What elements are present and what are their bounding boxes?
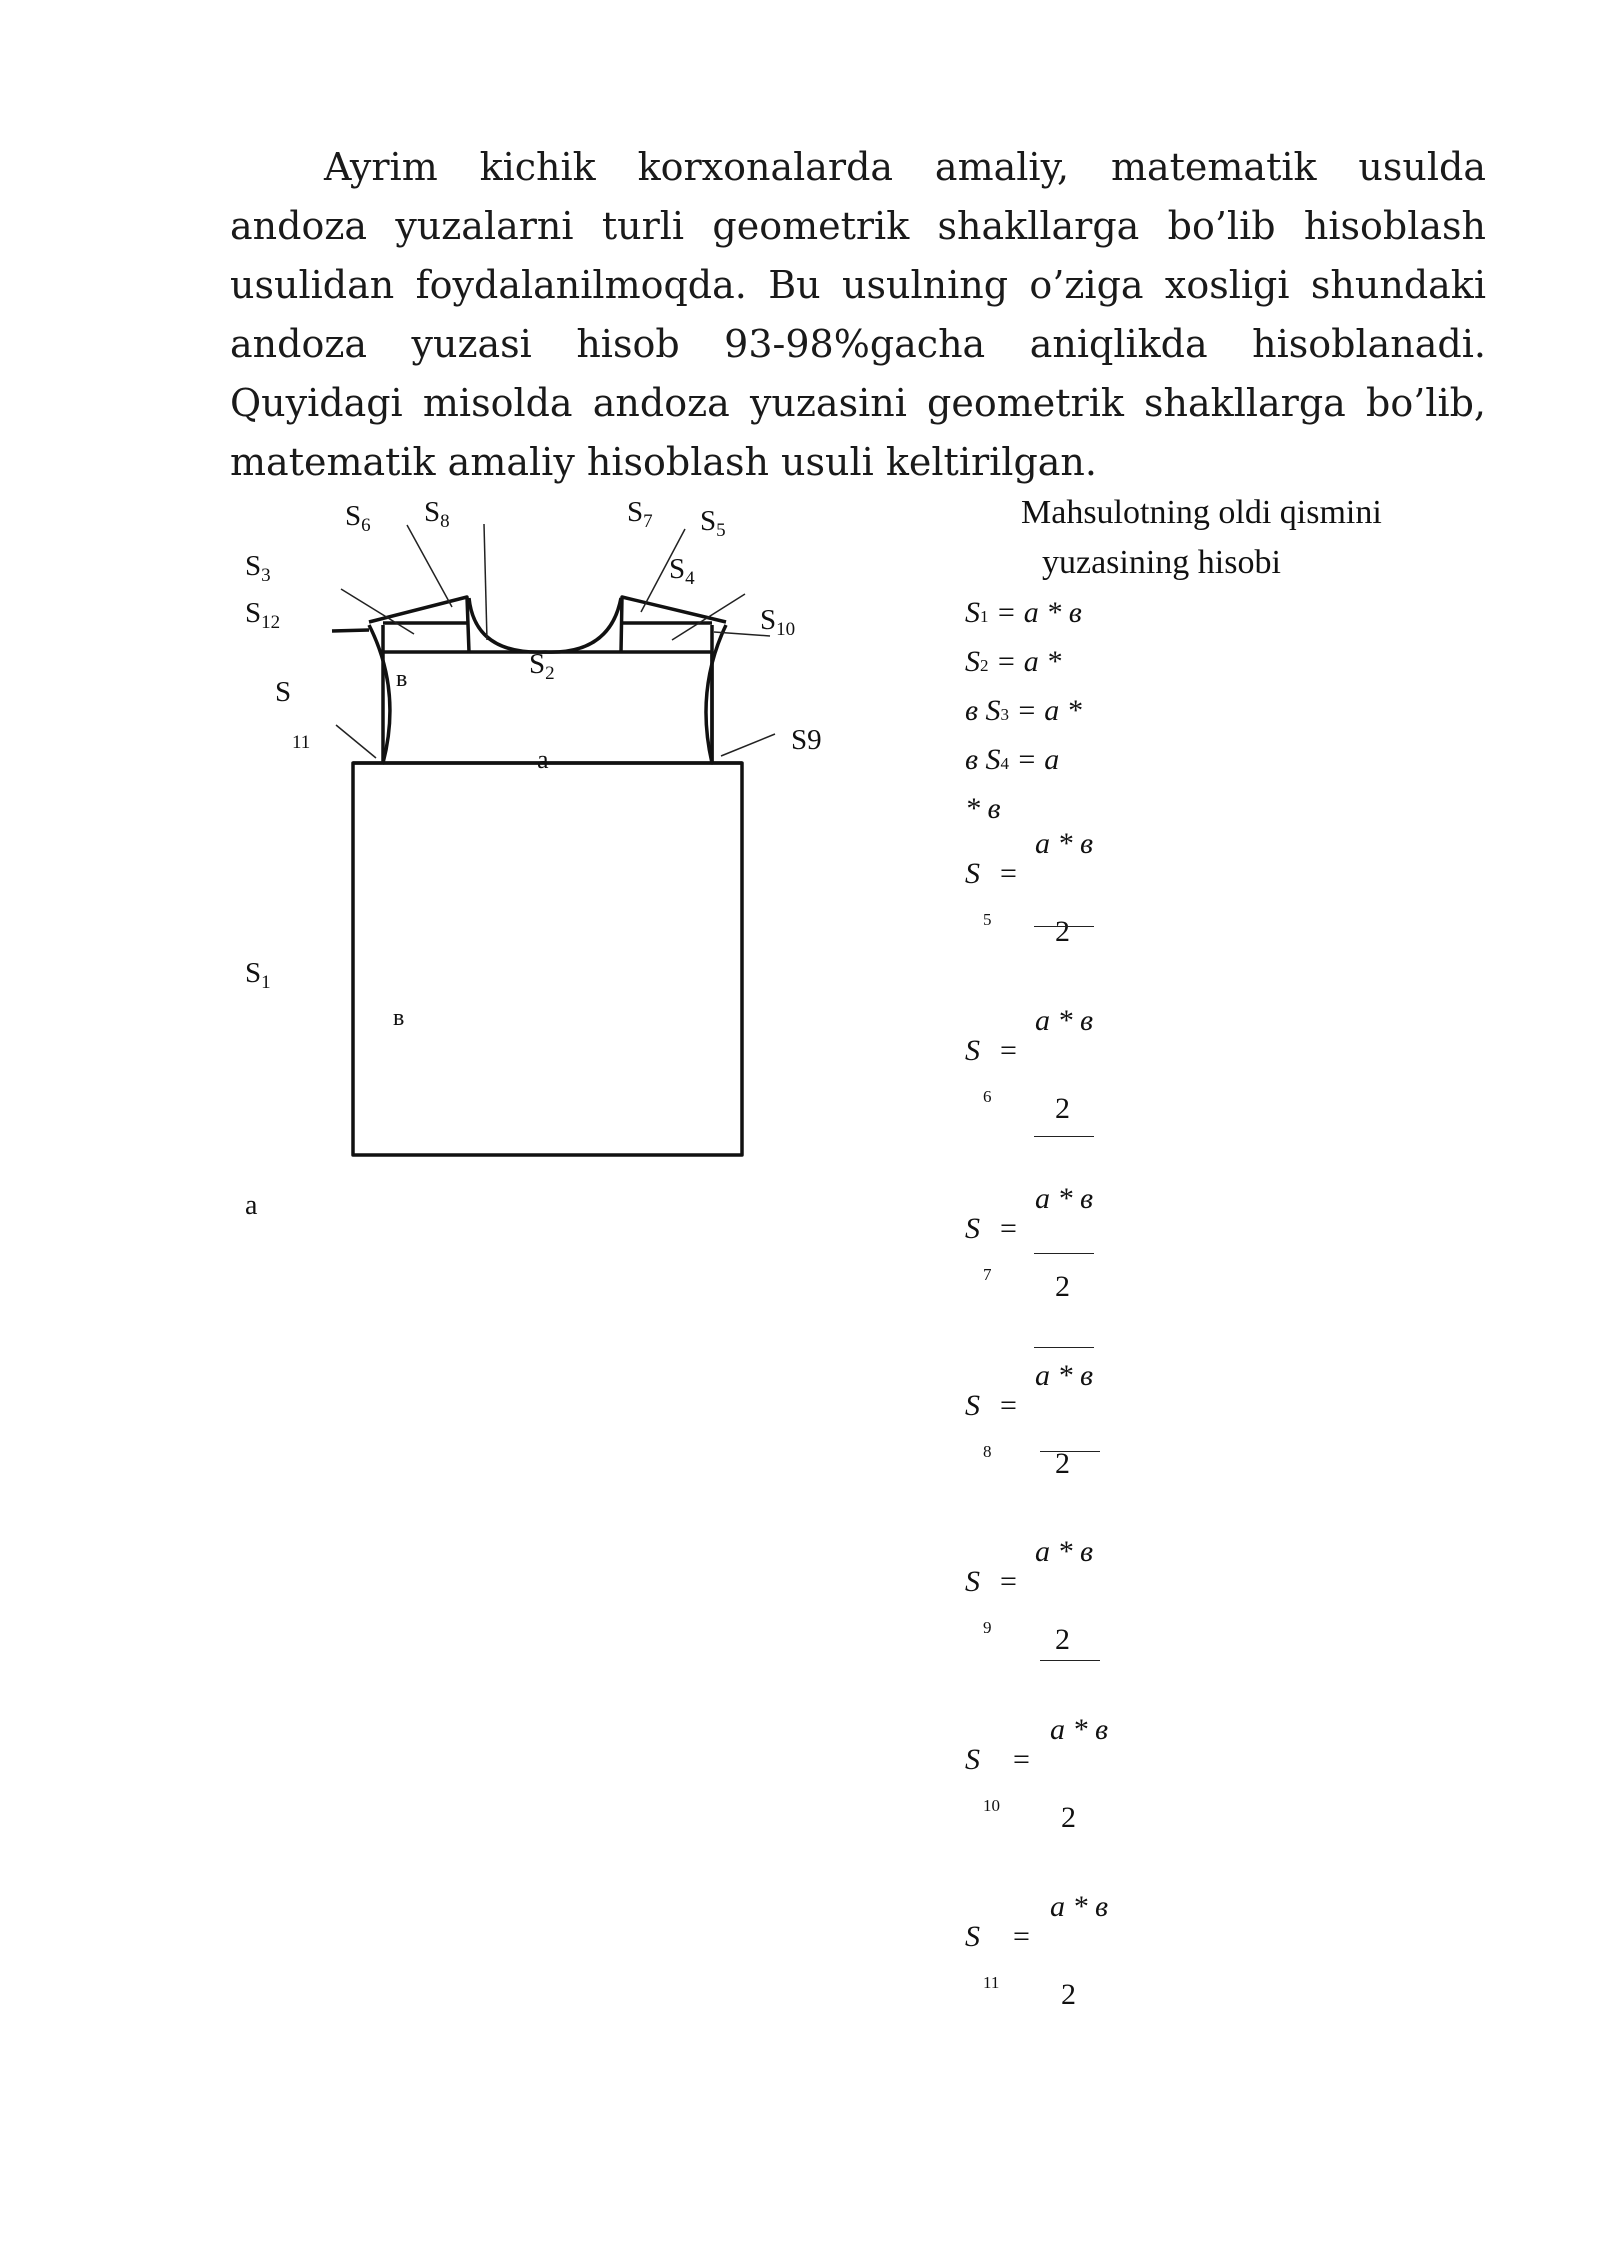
fraction-subscript: 6 xyxy=(983,1087,992,1106)
formula-line-s4: в S4 = a xyxy=(965,743,1060,776)
fraction-s-symbol: S xyxy=(965,1212,980,1245)
leader-s11 xyxy=(336,725,376,758)
fraction-denominator: 2 xyxy=(1055,1092,1070,1125)
label-s10: $S_{10}$ xyxy=(760,604,796,640)
label-s6: $S_6$ xyxy=(345,500,371,536)
fraction-numerator: a * в xyxy=(1035,1182,1094,1215)
fraction-subscript: 11 xyxy=(983,1973,1000,1992)
fraction-subscript: 8 xyxy=(983,1442,992,1461)
fraction-equals: = xyxy=(1000,1389,1017,1422)
fraction-numerator: a * в xyxy=(1035,1535,1094,1568)
fraction-numerator: a * в xyxy=(1035,1004,1094,1037)
fraction-numerator: a * в xyxy=(1035,827,1094,860)
label-b-upper: в xyxy=(396,666,408,692)
formula-line-s1: S1 = a * в xyxy=(965,596,1082,629)
fraction-denominator: 2 xyxy=(1055,915,1070,948)
formula-line-s3: в S3 = a * xyxy=(965,694,1082,727)
label-s8: $S_8$ xyxy=(424,496,450,532)
label-a-bottom: a xyxy=(245,1190,258,1221)
fraction-subscript: 5 xyxy=(983,910,992,929)
label-s11-sub: 11 xyxy=(292,732,311,753)
fraction-denominator: 2 xyxy=(1055,1623,1070,1656)
fraction-equals: = xyxy=(1013,1920,1030,1953)
fraction-equals: = xyxy=(1000,1034,1017,1067)
fraction-bar xyxy=(1034,926,1094,927)
label-s11: S xyxy=(275,676,292,708)
fraction-s-symbol: S xyxy=(965,1565,980,1598)
neckline-curve xyxy=(469,598,621,652)
formula-line-s2: S2 = a * xyxy=(965,645,1062,678)
fraction-bar xyxy=(1040,1451,1100,1452)
label-s2: $S_2$ xyxy=(529,648,555,684)
label-a-upper: a xyxy=(537,745,549,774)
fraction-equals: = xyxy=(1013,1743,1030,1776)
intro-paragraph-text: Ayrim kichik korxonalarda amaliy, matematik usulda andoza yuzalarni turli geometrik shakllarga bo’lib hisoblash usulidan foydalanilmoqda. Bu usulning o’ziga xosligi shundaki andoza yuzasi hisob 93-98%gacha aniqlikda hisoblanadi. Quyidagi misolda andoza yuzasini geometrik shakllarga bo’lib, matematik amaliy hisoblash usuli keltirilgan. xyxy=(230,145,1486,484)
label-b-main: в xyxy=(393,1005,405,1031)
fraction-s-symbol: S xyxy=(965,1034,980,1067)
fraction-equals: = xyxy=(1000,857,1017,890)
fraction-s-symbol: S xyxy=(965,1920,980,1953)
fraction-bar xyxy=(1040,1660,1100,1661)
fraction-denominator: 2 xyxy=(1061,1978,1076,2011)
fraction-s-symbol: S xyxy=(965,1743,980,1776)
label-s5: $S_5$ xyxy=(700,505,726,541)
fraction-s-symbol: S xyxy=(965,1389,980,1422)
label-s4: $S_4$ xyxy=(669,553,695,589)
calc-heading-line2: yuzasining hisobi xyxy=(1042,544,1281,581)
label-s12: $S_{12}$ xyxy=(245,597,281,633)
body-rectangle xyxy=(353,763,742,1155)
leader-neck xyxy=(484,524,487,640)
label-s3: $S_3$ xyxy=(245,550,271,586)
leader-s8 xyxy=(407,525,452,607)
fraction-subscript: 7 xyxy=(983,1265,992,1284)
fraction-equals: = xyxy=(1000,1565,1017,1598)
fraction-subscript: 10 xyxy=(983,1796,1000,1815)
fraction-bar xyxy=(1034,1136,1094,1137)
collar-stub xyxy=(332,630,369,631)
fraction-numerator: a * в xyxy=(1035,1359,1094,1392)
fraction-bar xyxy=(1034,1347,1094,1348)
leader-s6-s12 xyxy=(341,589,414,634)
label-s1: $S_1$ xyxy=(245,957,271,993)
leader-s9 xyxy=(721,734,775,756)
fraction-denominator: 2 xyxy=(1055,1447,1070,1480)
label-s9: S9 xyxy=(791,724,822,756)
calc-heading-line1: Mahsulotning oldi qismini xyxy=(1021,494,1382,531)
fraction-bar xyxy=(1034,1253,1094,1254)
fraction-denominator: 2 xyxy=(1055,1270,1070,1303)
formula-line-cont: * в xyxy=(965,792,1001,825)
fraction-denominator: 2 xyxy=(1061,1801,1076,1834)
fraction-subscript: 9 xyxy=(983,1618,992,1637)
fraction-numerator: a * в xyxy=(1050,1713,1109,1746)
label-s7: $S_7$ xyxy=(627,496,653,532)
fraction-s-symbol: S xyxy=(965,857,980,890)
fraction-numerator: a * в xyxy=(1050,1890,1109,1923)
fraction-equals: = xyxy=(1000,1212,1017,1245)
